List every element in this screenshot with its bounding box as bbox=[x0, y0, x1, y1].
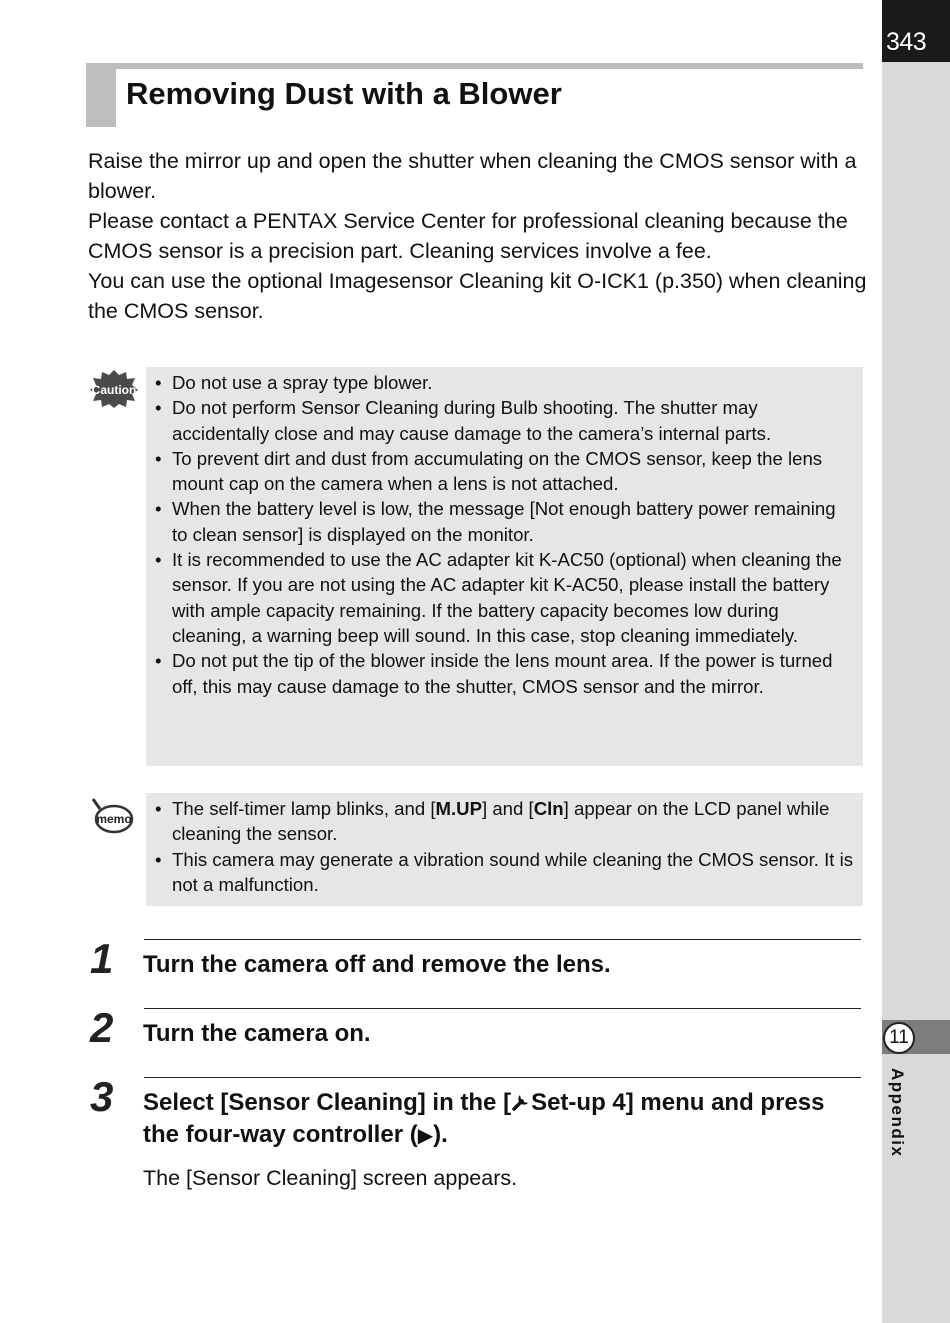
memo-item bbox=[146, 796, 855, 847]
chapter-number: 11 bbox=[883, 1022, 915, 1054]
memo-item-text: ] and [ bbox=[482, 798, 534, 819]
caution-icon bbox=[89, 369, 139, 409]
step-text-part: ] menu and press the four-way controller ( bbox=[143, 1089, 825, 1148]
caution-box bbox=[146, 367, 863, 766]
caution-item: • When the battery level is low, the message [Not enough battery power remaining to clean sensor] is displayed on the monitor. bbox=[146, 496, 855, 547]
step-number: 3 bbox=[90, 1073, 114, 1120]
page-number: 343 bbox=[886, 28, 927, 56]
step-rule bbox=[144, 1077, 861, 1078]
right-arrow-icon: ▶ bbox=[417, 1125, 434, 1147]
step-text: Turn the camera on. bbox=[143, 1020, 371, 1047]
page-title: Removing Dust with a Blower bbox=[126, 76, 562, 111]
step-number: 2 bbox=[90, 1004, 114, 1051]
step-result-text: The [Sensor Cleaning] screen appears. bbox=[143, 1166, 518, 1190]
intro-paragraph-1: Raise the mirror up and open the shutter when cleaning the CMOS sensor with a blower. bbox=[88, 149, 857, 203]
mirror-up-indicator: M.UP bbox=[435, 798, 482, 819]
title-rule bbox=[86, 63, 863, 69]
intro-text bbox=[88, 146, 868, 326]
step-text-part: Select [Sensor Cleaning] in the [ bbox=[143, 1089, 512, 1116]
memo-item-text: The self-timer lamp blinks, and [ bbox=[172, 798, 436, 819]
caution-item: • Do not use a spray type blower. bbox=[146, 370, 855, 395]
caution-item: • To prevent dirt and dust from accumulating on the CMOS sensor, keep the lens mount cap on the camera when a lens is not attached. bbox=[146, 446, 855, 497]
chapter-label: Appendix bbox=[888, 1068, 907, 1158]
memo-icon-label: memo bbox=[96, 812, 132, 826]
step-rule bbox=[144, 939, 861, 940]
caution-list bbox=[146, 367, 863, 699]
memo-box bbox=[146, 793, 863, 906]
caution-item: • It is recommended to use the AC adapter kit K-AC50 (optional) when cleaning the sensor. If you are not using the AC adapter kit K-AC50, please install the battery with ample capacity remaining. If the battery capacity becomes low during cleaning, a warning beep will sound. In this case, stop cleaning immediately. bbox=[146, 547, 855, 648]
step-text-part: Set-up 4 bbox=[531, 1089, 626, 1116]
clean-indicator: Cln bbox=[533, 798, 564, 819]
caution-item: • Do not put the tip of the blower inside the lens mount area. If the power is turned off, this may cause damage to the shutter, CMOS sensor and the mirror. bbox=[146, 648, 855, 699]
step-text-part: ). bbox=[433, 1121, 448, 1148]
title-block bbox=[86, 63, 116, 127]
intro-paragraph-2: Please contact a PENTAX Service Center for professional cleaning because the CMOS sensor is a precision part. Cleaning services involve a fee. bbox=[88, 209, 848, 263]
caution-item: • Do not perform Sensor Cleaning during Bulb shooting. The shutter may accidentally close and may cause damage to the camera’s internal parts. bbox=[146, 395, 855, 446]
memo-list bbox=[146, 793, 863, 897]
caution-icon-label: Caution bbox=[91, 383, 137, 397]
step-text bbox=[143, 1087, 863, 1152]
step-number: 1 bbox=[90, 935, 114, 982]
wrench-icon bbox=[511, 1092, 531, 1112]
memo-item: • This camera may generate a vibration sound while cleaning the CMOS sensor. It is not a malfunction. bbox=[146, 847, 855, 898]
memo-icon bbox=[90, 797, 134, 835]
step-text: Turn the camera off and remove the lens. bbox=[143, 951, 611, 978]
step-rule bbox=[144, 1008, 861, 1009]
intro-paragraph-3: You can use the optional Imagesensor Cleaning kit O-ICK1 (p.350) when cleaning the CMOS sensor. bbox=[88, 269, 867, 323]
memo-item-text: ] appear on the LCD panel while cleaning the sensor. bbox=[172, 798, 830, 845]
